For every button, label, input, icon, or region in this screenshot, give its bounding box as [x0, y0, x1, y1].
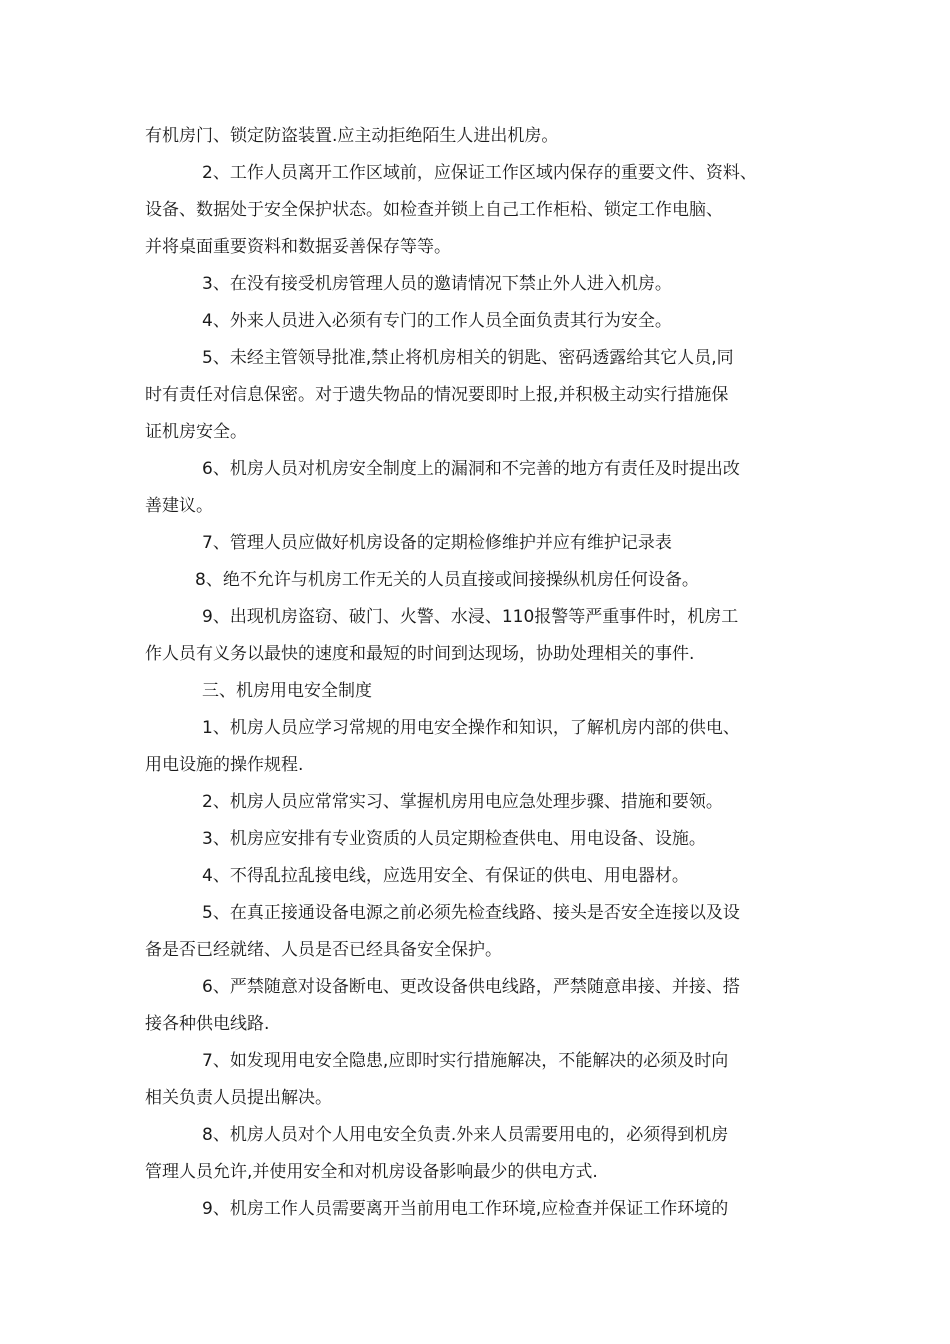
paragraph-line: 4、不得乱拉乱接电线，应选用安全、有保证的供电、用电器材。 [202, 866, 689, 886]
paragraph-line: 5、未经主管领导批准,禁止将机房相关的钥匙、密码透露给其它人员,同 [202, 348, 734, 368]
paragraph-line: 并将桌面重要资料和数据妥善保存等等。 [145, 237, 451, 257]
paragraph-line: 设备、数据处于安全保护状态。如检查并锁上自己工作柜柗、锁定工作电脑、 [145, 200, 723, 220]
paragraph-line: 有机房门、锁定防盗装置.应主动拒绝陌生人进出机房。 [145, 126, 559, 146]
paragraph-line: 7、如发现用电安全隐患,应即时实行措施解决，不能解决的必须及时向 [202, 1051, 729, 1071]
paragraph-line: 时有责任对信息保密。对于遗失物品的情况要即时上报,并积极主动实行措施保 [145, 385, 729, 405]
paragraph-line: 证机房安全。 [145, 422, 247, 442]
paragraph-line: 用电设施的操作规程. [145, 755, 304, 775]
paragraph-line: 备是否已经就绪、人员是否已经具备安全保护。 [145, 940, 502, 960]
paragraph-line: 6、严禁随意对设备断电、更改设备供电线路，严禁随意串接、并接、搭 [202, 977, 740, 997]
paragraph-line: 相关负责人员提出解决。 [145, 1088, 332, 1108]
paragraph-line: 8、机房人员对个人用电安全负责.外来人员需要用电的，必须得到机房 [202, 1125, 729, 1145]
document-body [145, 118, 815, 1228]
paragraph-line: 善建议。 [145, 496, 213, 516]
paragraph-line: 1、机房人员应学习常规的用电安全操作和知识，了解机房内部的供电、 [202, 718, 740, 738]
paragraph-line: 管理人员允许,并使用安全和对机房设备影响最少的供电方式. [145, 1162, 598, 1182]
paragraph-line: 4、外来人员进入必须有专门的工作人员全面负责其行为安全。 [202, 311, 672, 331]
paragraph-line: 2、机房人员应常常实习、掌握机房用电应急处理步骤、措施和要领。 [202, 792, 723, 812]
paragraph-line: 3、机房应安排有专业资质的人员定期检查供电、用电设备、设施。 [202, 829, 706, 849]
paragraph-line: 9、出现机房盗窃、破门、火警、水浸、110报警等严重事件时，机房工 [202, 607, 739, 627]
paragraph-line: 3、在没有接受机房管理人员的邀请情况下禁止外人进入机房。 [202, 274, 672, 294]
paragraph-line: 5、在真正接通设备电源之前必须先检查线路、接头是否安全连接以及设 [202, 903, 740, 923]
paragraph-line: 9、机房工作人员需要离开当前用电工作环境,应检查并保证工作环境的 [202, 1199, 729, 1219]
paragraph-line: 6、机房人员对机房安全制度上的漏洞和不完善的地方有责任及时提出改 [202, 459, 740, 479]
paragraph-line: 7、管理人员应做好机房设备的定期检修维护并应有维护记录表 [202, 533, 672, 553]
paragraph-line: 8、绝不允许与机房工作无关的人员直接或间接操纵机房任何设备。 [195, 570, 699, 590]
section-heading: 三、机房用电安全制度 [202, 681, 372, 701]
paragraph-line: 2、工作人员离开工作区域前，应保证工作区域内保存的重要文件、资料、 [202, 163, 757, 183]
paragraph-line: 作人员有义务以最快的速度和最短的时间到达现场，协助处理相关的事件. [145, 644, 695, 664]
paragraph-line: 接各种供电线路. [145, 1014, 270, 1034]
